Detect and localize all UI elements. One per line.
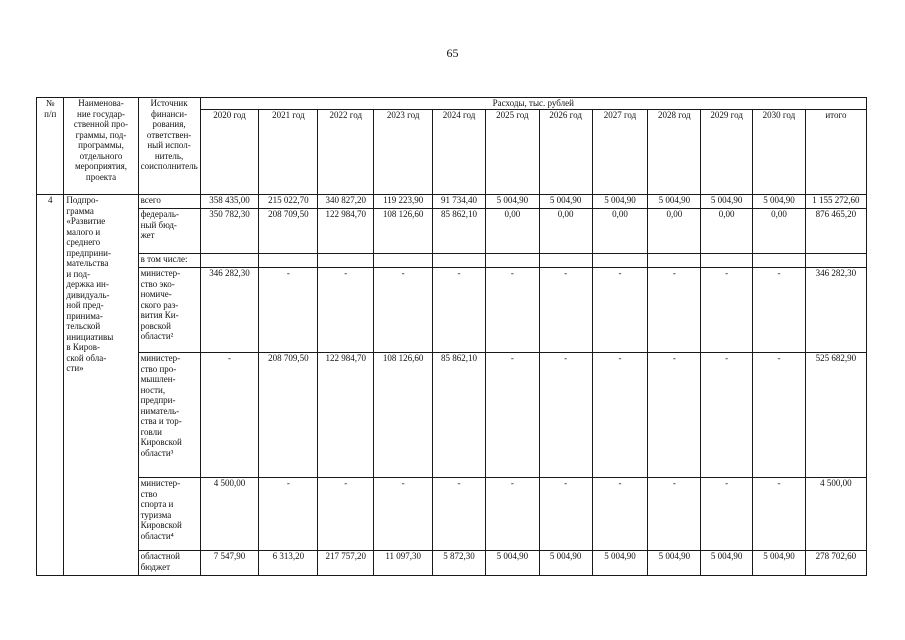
table-row (37, 195, 867, 209)
expenses-table (36, 97, 867, 576)
value-cell (259, 254, 318, 268)
value-cell: - (648, 268, 701, 353)
value-cell: 876 465,20 (805, 209, 866, 254)
value-cell (485, 254, 539, 268)
program-num: 4 (37, 195, 64, 576)
value-cell: - (200, 353, 259, 478)
value-cell: 5 004,90 (485, 195, 539, 209)
value-cell (318, 254, 374, 268)
value-cell: 5 004,90 (539, 551, 592, 576)
value-cell (592, 254, 648, 268)
header-expenses: Расходы, тыс. рублей (200, 98, 866, 110)
value-cell: - (753, 268, 806, 353)
value-cell: - (592, 268, 648, 353)
value-cell: - (648, 478, 701, 551)
value-cell: 85 862,10 (433, 209, 486, 254)
value-cell: 85 862,10 (433, 353, 486, 478)
value-cell: 119 223,90 (374, 195, 433, 209)
value-cell: - (485, 353, 539, 478)
header-year: 2027 год (592, 110, 648, 195)
value-cell: 358 435,00 (200, 195, 259, 209)
value-cell: 5 004,90 (753, 195, 806, 209)
header-year: 2023 год (374, 110, 433, 195)
source-cell: в том числе: (138, 254, 200, 268)
header-year: 2024 год (433, 110, 486, 195)
source-cell: федераль- ный бюд- жет (138, 209, 200, 254)
value-cell: - (753, 478, 806, 551)
value-cell: - (701, 268, 753, 353)
table-row (37, 353, 867, 478)
value-cell: - (648, 353, 701, 478)
table-row (37, 551, 867, 576)
value-cell: 525 682,90 (805, 353, 866, 478)
header-year: 2025 год (485, 110, 539, 195)
value-cell: - (259, 268, 318, 353)
header-name: Наименова- ние государ- ственной про- граммы, под- программы, отдельного мероприятия, проекта (64, 98, 138, 195)
header-year: 2020 год (200, 110, 259, 195)
value-cell: 91 734,40 (433, 195, 486, 209)
value-cell: - (374, 478, 433, 551)
header-year: 2021 год (259, 110, 318, 195)
value-cell: - (539, 478, 592, 551)
value-cell: 6 313,20 (259, 551, 318, 576)
value-cell: - (318, 478, 374, 551)
value-cell: 0,00 (485, 209, 539, 254)
value-cell: 5 004,90 (701, 551, 753, 576)
value-cell: 11 097,30 (374, 551, 433, 576)
table-row (37, 254, 867, 268)
value-cell: 4 500,00 (805, 478, 866, 551)
value-cell: 5 004,90 (753, 551, 806, 576)
value-cell: - (485, 478, 539, 551)
header-year: 2026 год (539, 110, 592, 195)
source-cell: министер- ство про- мышлен- ности, предпри- ниматель- ства и тор- говли Кировской области³ (138, 353, 200, 478)
source-cell: всего (138, 195, 200, 209)
value-cell (805, 254, 866, 268)
value-cell: - (485, 268, 539, 353)
value-cell: 5 004,90 (648, 551, 701, 576)
value-cell: 208 709,50 (259, 353, 318, 478)
value-cell: - (433, 268, 486, 353)
value-cell: - (539, 353, 592, 478)
value-cell: 5 004,90 (539, 195, 592, 209)
value-cell (433, 254, 486, 268)
value-cell (753, 254, 806, 268)
value-cell: 0,00 (592, 209, 648, 254)
value-cell: 4 500,00 (200, 478, 259, 551)
value-cell: 7 547,90 (200, 551, 259, 576)
value-cell: - (701, 478, 753, 551)
value-cell: - (259, 478, 318, 551)
value-cell: 350 782,30 (200, 209, 259, 254)
table-row (37, 478, 867, 551)
value-cell: 0,00 (753, 209, 806, 254)
header-year: 2022 год (318, 110, 374, 195)
value-cell: 122 984,70 (318, 353, 374, 478)
value-cell: 217 757,20 (318, 551, 374, 576)
header-source: Источник финанси- рования, ответствен- ный испол- нитель, соисполнитель (138, 98, 200, 195)
value-cell (200, 254, 259, 268)
value-cell: - (374, 268, 433, 353)
header-num: № п/п (37, 98, 64, 195)
value-cell (648, 254, 701, 268)
value-cell: 108 126,60 (374, 353, 433, 478)
header-year: итого (805, 110, 866, 195)
value-cell: - (592, 478, 648, 551)
value-cell: 1 155 272,60 (805, 195, 866, 209)
value-cell: 5 004,90 (592, 195, 648, 209)
value-cell (701, 254, 753, 268)
table-row (37, 268, 867, 353)
header-year: 2029 год (701, 110, 753, 195)
value-cell: - (318, 268, 374, 353)
table-row (37, 209, 867, 254)
value-cell: 5 004,90 (485, 551, 539, 576)
value-cell: - (433, 478, 486, 551)
value-cell: - (753, 353, 806, 478)
program-name: Подпро- грамма «Развитие малого и среднего предприни- мательства и под- держка ин- дивидуаль- ной пред- принима- тельской инициативы в Киров- ской обла- сти» (64, 195, 138, 576)
value-cell: - (592, 353, 648, 478)
source-cell: министер- ство эко- номиче- ского раз- вития Ки- ровской области² (138, 268, 200, 353)
header-year: 2030 год (753, 110, 806, 195)
value-cell: 0,00 (539, 209, 592, 254)
value-cell (374, 254, 433, 268)
value-cell: 5 872,30 (433, 551, 486, 576)
value-cell: 122 984,70 (318, 209, 374, 254)
value-cell: 5 004,90 (592, 551, 648, 576)
value-cell: 5 004,90 (648, 195, 701, 209)
source-cell: министер- ство спорта и туризма Кировской области⁴ (138, 478, 200, 551)
value-cell: 0,00 (701, 209, 753, 254)
value-cell: 5 004,90 (701, 195, 753, 209)
value-cell: - (701, 353, 753, 478)
value-cell: 0,00 (648, 209, 701, 254)
header-year: 2028 год (648, 110, 701, 195)
value-cell: 346 282,30 (200, 268, 259, 353)
value-cell: 278 702,60 (805, 551, 866, 576)
value-cell: 215 022,70 (259, 195, 318, 209)
value-cell: 346 282,30 (805, 268, 866, 353)
value-cell (539, 254, 592, 268)
value-cell: - (539, 268, 592, 353)
value-cell: 340 827,20 (318, 195, 374, 209)
header-row (37, 98, 867, 110)
value-cell: 208 709,50 (259, 209, 318, 254)
source-cell: областной бюджет (138, 551, 200, 576)
page-number: 65 (446, 46, 459, 60)
value-cell: 108 126,60 (374, 209, 433, 254)
